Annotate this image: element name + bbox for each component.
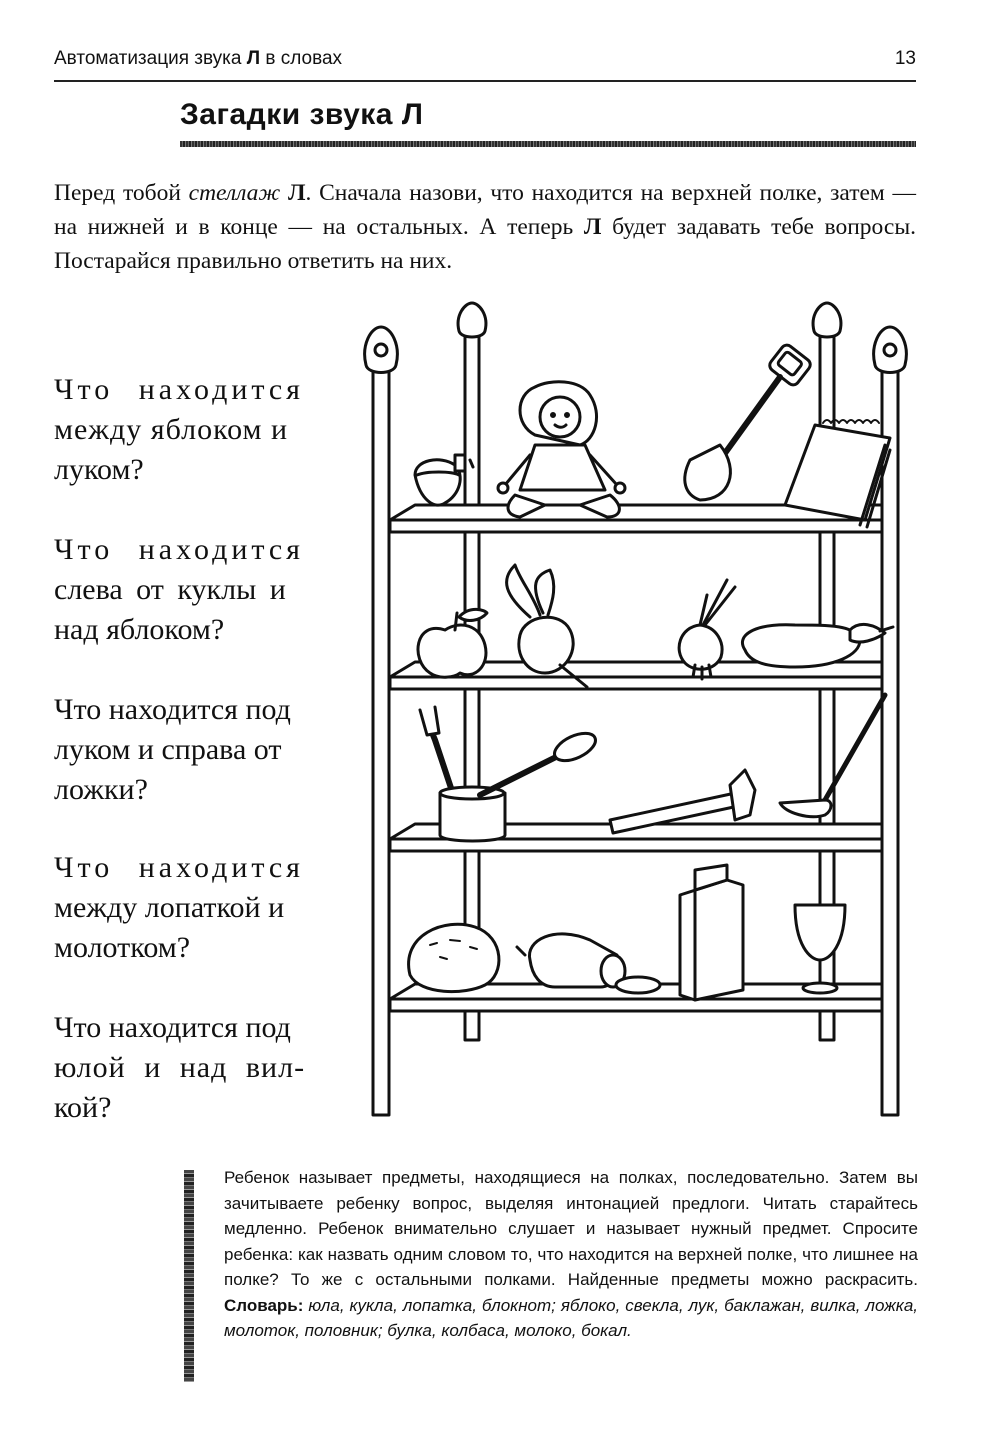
cup-icon	[440, 787, 505, 841]
fork-icon	[420, 707, 455, 800]
question-3: Что находится под луком и справа от ложки?	[54, 693, 291, 806]
shelf-illustration	[355, 295, 915, 1125]
wine-glass-icon	[795, 905, 845, 993]
shovel-icon	[685, 343, 813, 500]
header-divider	[54, 80, 916, 82]
note-side-bar	[184, 1170, 194, 1382]
milk-carton-icon	[680, 865, 743, 1000]
question-4: Что находится между лопаткой и молотком?	[54, 851, 304, 964]
bread-icon	[409, 924, 499, 991]
spoon-icon	[480, 728, 600, 795]
parent-note: Ребенок называет предметы, находящиеся на полках, последовательно. Затем вы зачитываете ребенку вопрос, выделяя интонацией предлоги. Читать старайтесь медленно. Ребенок внимательно слушает и называет нужный предмет. Спросите ребенка: как назвать одним словом то, что находится на верхней полке, что лишнее на полке? То же с остальными полками. Найденные предметы можно раскрасить. Словарь: юла, кукла, лопатка, блокнот; яблоко, свекла, лук, баклажан, вилка, ложка, молоток, половник; булка, колбаса, молоко, бокал.	[224, 1168, 918, 1340]
question-2: Что находится слева от куклы и над яблоком?	[54, 533, 304, 646]
question-1: Что находится между яблоком и луком?	[54, 373, 304, 486]
title-underline	[180, 141, 916, 147]
page-title: Загадки звука Л	[180, 98, 424, 131]
doll-icon	[498, 382, 625, 517]
question-5: Что находится под юлой и над вил- кой?	[54, 1011, 306, 1124]
apple-icon	[418, 609, 487, 677]
page-number: 13	[894, 48, 916, 69]
running-header	[54, 48, 916, 78]
chapter-title: Автоматизация звука Л в словах	[54, 48, 343, 69]
intro-paragraph: Перед тобой стеллаж Л. Сначала назови, что находится на верхней полке, затем — на нижней и в конце — на остальных. А теперь Л будет задавать тебе вопросы. Постарайся правильно ответить на них.	[54, 180, 916, 274]
